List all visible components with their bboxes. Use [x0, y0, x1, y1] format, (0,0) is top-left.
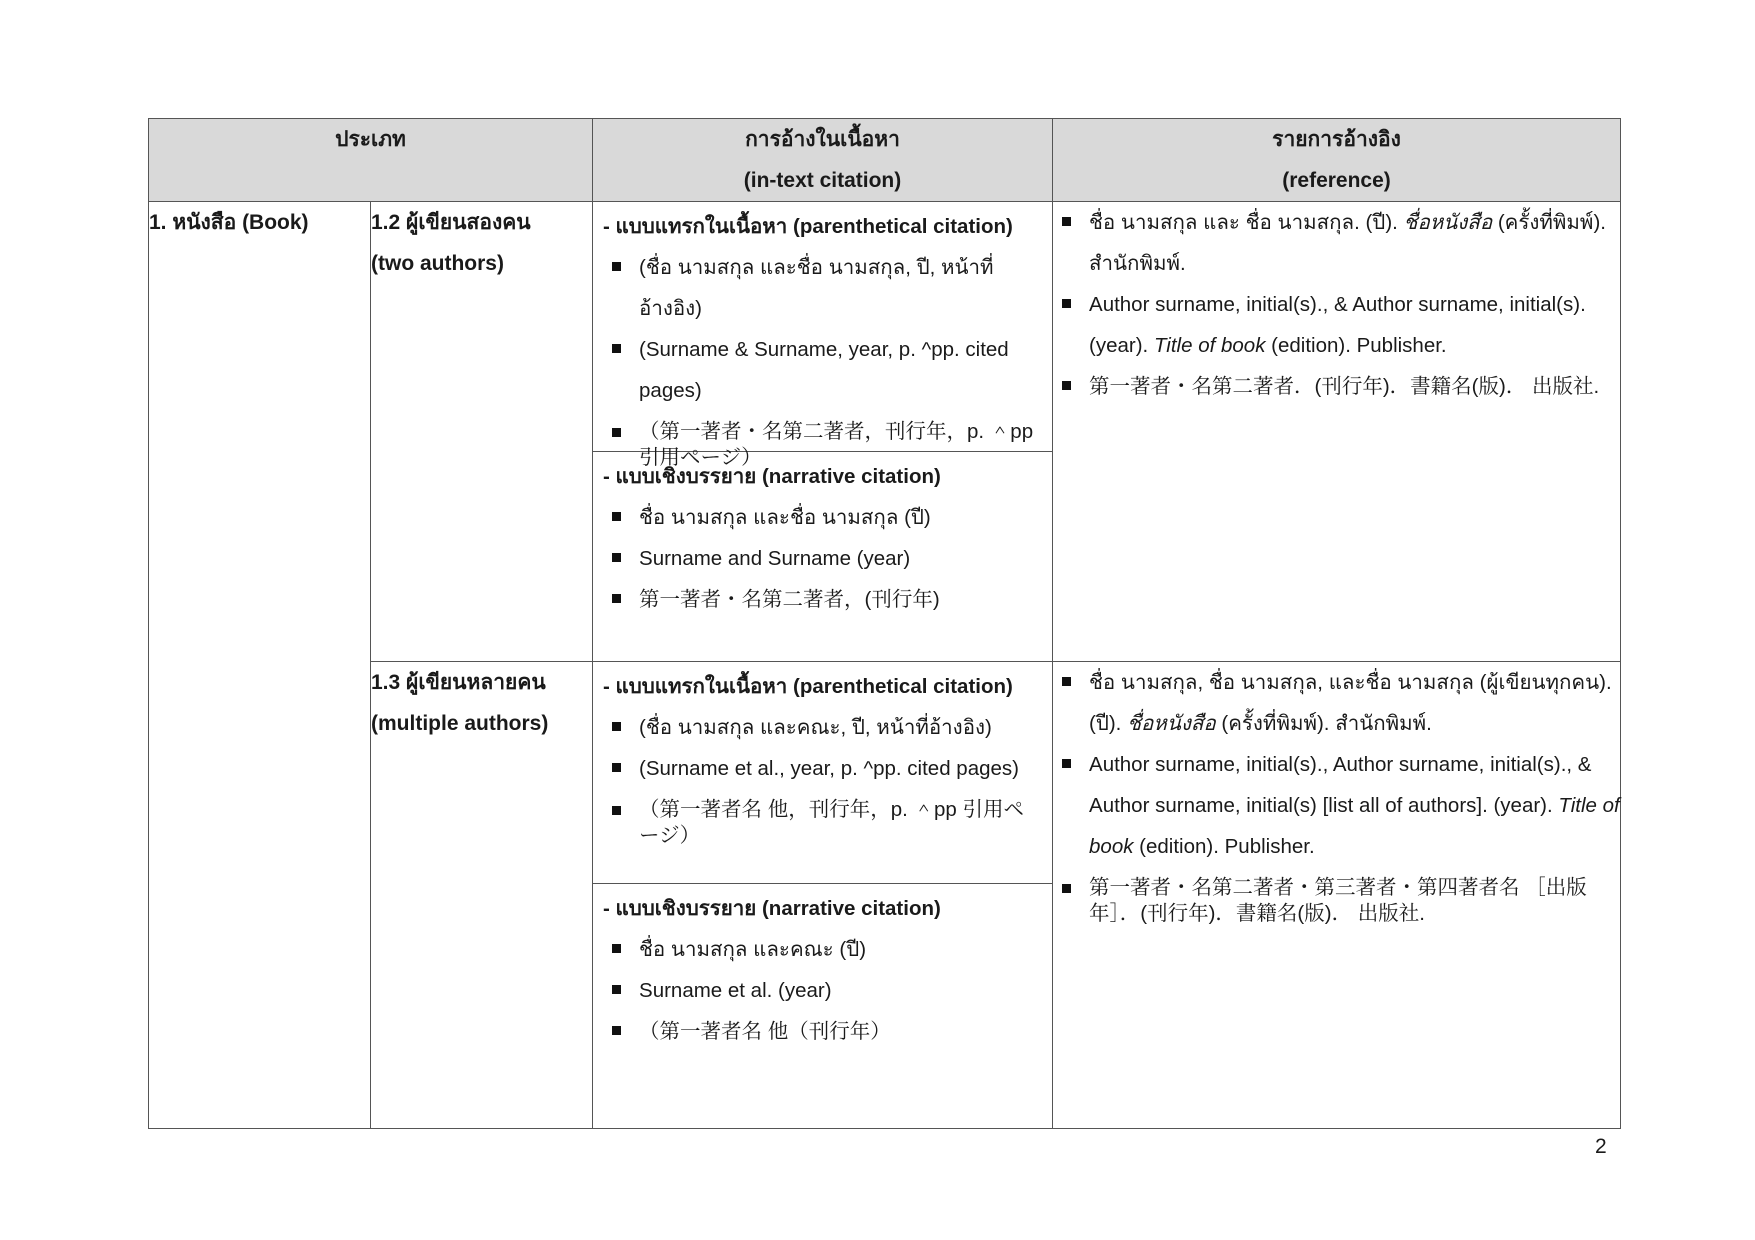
header-reference	[1053, 119, 1621, 202]
narrative-list	[603, 497, 1042, 620]
category-cell: 1. หนังสือ (Book)	[149, 202, 371, 1129]
narrative-title: - แบบเชิงบรรยาย (narrative citation)	[603, 465, 941, 488]
list-item: ชื่อ นามสกุล, ชื่อ นามสกุล, และชื่อ นามสกุล (ผู้เขียนทุกคน). (ปี). ชื่อหนังสือ (ครั้งที่พิมพ์). สำนักพิมพ์.	[1053, 662, 1620, 744]
narrative-block	[593, 884, 1052, 1060]
header-intext	[593, 119, 1053, 202]
subtype-title: 1.2 ผู้เขียนสองคน	[371, 211, 531, 234]
list-item: 第一著者・名第二著者．(刊行年)．書籍名(版)． 出版社.	[1053, 366, 1620, 407]
header-type: ประเภท	[149, 119, 593, 202]
list-item: (Surname et al., year, p. ^pp. cited pages)	[603, 748, 1042, 789]
parenthetical-list	[603, 247, 1042, 477]
page-number: 2	[1595, 1135, 1607, 1158]
parenthetical-block	[593, 662, 1052, 884]
header-ref-th: รายการอ้างอิง	[1272, 128, 1401, 151]
list-item: Author surname, initial(s)., & Author surname, initial(s). (year). Title of book (edition). Publisher.	[1053, 284, 1620, 366]
subtype-cell	[371, 662, 593, 1129]
reference-cell	[1053, 662, 1621, 1129]
subtype-title: 1.3 ผู้เขียนหลายคน	[371, 671, 546, 694]
list-item: (ชื่อ นามสกุล และชื่อ นามสกุล, ปี, หน้าที่อ้างอิง)	[603, 247, 1042, 329]
list-item: 第一著者・名第二著者・第三著者・第四著者名 ［出版年］．(刊行年)．書籍名(版)． 出版社.	[1053, 867, 1620, 933]
subtype-subtitle: (two authors)	[371, 252, 504, 275]
list-item: Author surname, initial(s)., Author surname, initial(s)., & Author surname, initial(s) [list all of authors]. (year). Title of book (edition). Publisher.	[1053, 744, 1620, 867]
list-item: （第一著者名 他，刊行年，p. ＾pp 引用ページ）	[603, 789, 1042, 855]
subtype-cell	[371, 202, 593, 662]
reference-list	[1053, 202, 1620, 407]
list-item: ชื่อ นามสกุล และ ชื่อ นามสกุล. (ปี). ชื่อหนังสือ (ครั้งที่พิมพ์). สำนักพิมพ์.	[1053, 202, 1620, 284]
narrative-list	[603, 929, 1042, 1052]
list-item: （第一著者・名第二著者，刊行年，p. ＾pp 引用ページ）	[603, 411, 1042, 477]
list-item: Surname et al. (year)	[603, 970, 1042, 1011]
list-item: Surname and Surname (year)	[603, 538, 1042, 579]
parenthetical-title: - แบบแทรกในเนื้อหา (parenthetical citation)	[603, 215, 1013, 238]
list-item: ชื่อ นามสกุล และชื่อ นามสกุล (ปี)	[603, 497, 1042, 538]
intext-cell	[593, 662, 1053, 1129]
citation-table	[148, 118, 1621, 1129]
table-row-two-authors	[149, 202, 1621, 662]
header-ref-en: (reference)	[1282, 169, 1391, 192]
reference-list	[1053, 662, 1620, 933]
subtype-subtitle: (multiple authors)	[371, 712, 549, 735]
header-row	[149, 119, 1621, 202]
list-item: (Surname & Surname, year, p. ^pp. cited pages)	[603, 329, 1042, 411]
list-item: (ชื่อ นามสกุล และคณะ, ปี, หน้าที่อ้างอิง)	[603, 707, 1042, 748]
narrative-block	[593, 452, 1052, 628]
parenthetical-list	[603, 707, 1042, 855]
reference-cell	[1053, 202, 1621, 662]
parenthetical-block	[593, 202, 1052, 469]
list-item: ชื่อ นามสกุล และคณะ (ปี)	[603, 929, 1042, 970]
list-item: （第一著者名 他（刊行年）	[603, 1011, 1042, 1052]
narrative-title: - แบบเชิงบรรยาย (narrative citation)	[603, 897, 941, 920]
header-intext-en: (in-text citation)	[743, 169, 902, 192]
header-intext-th: การอ้างในเนื้อหา	[745, 128, 900, 151]
intext-cell	[593, 202, 1053, 662]
parenthetical-title: - แบบแทรกในเนื้อหา (parenthetical citation)	[603, 675, 1013, 698]
list-item: 第一著者・名第二著者，(刊行年)	[603, 579, 1042, 620]
